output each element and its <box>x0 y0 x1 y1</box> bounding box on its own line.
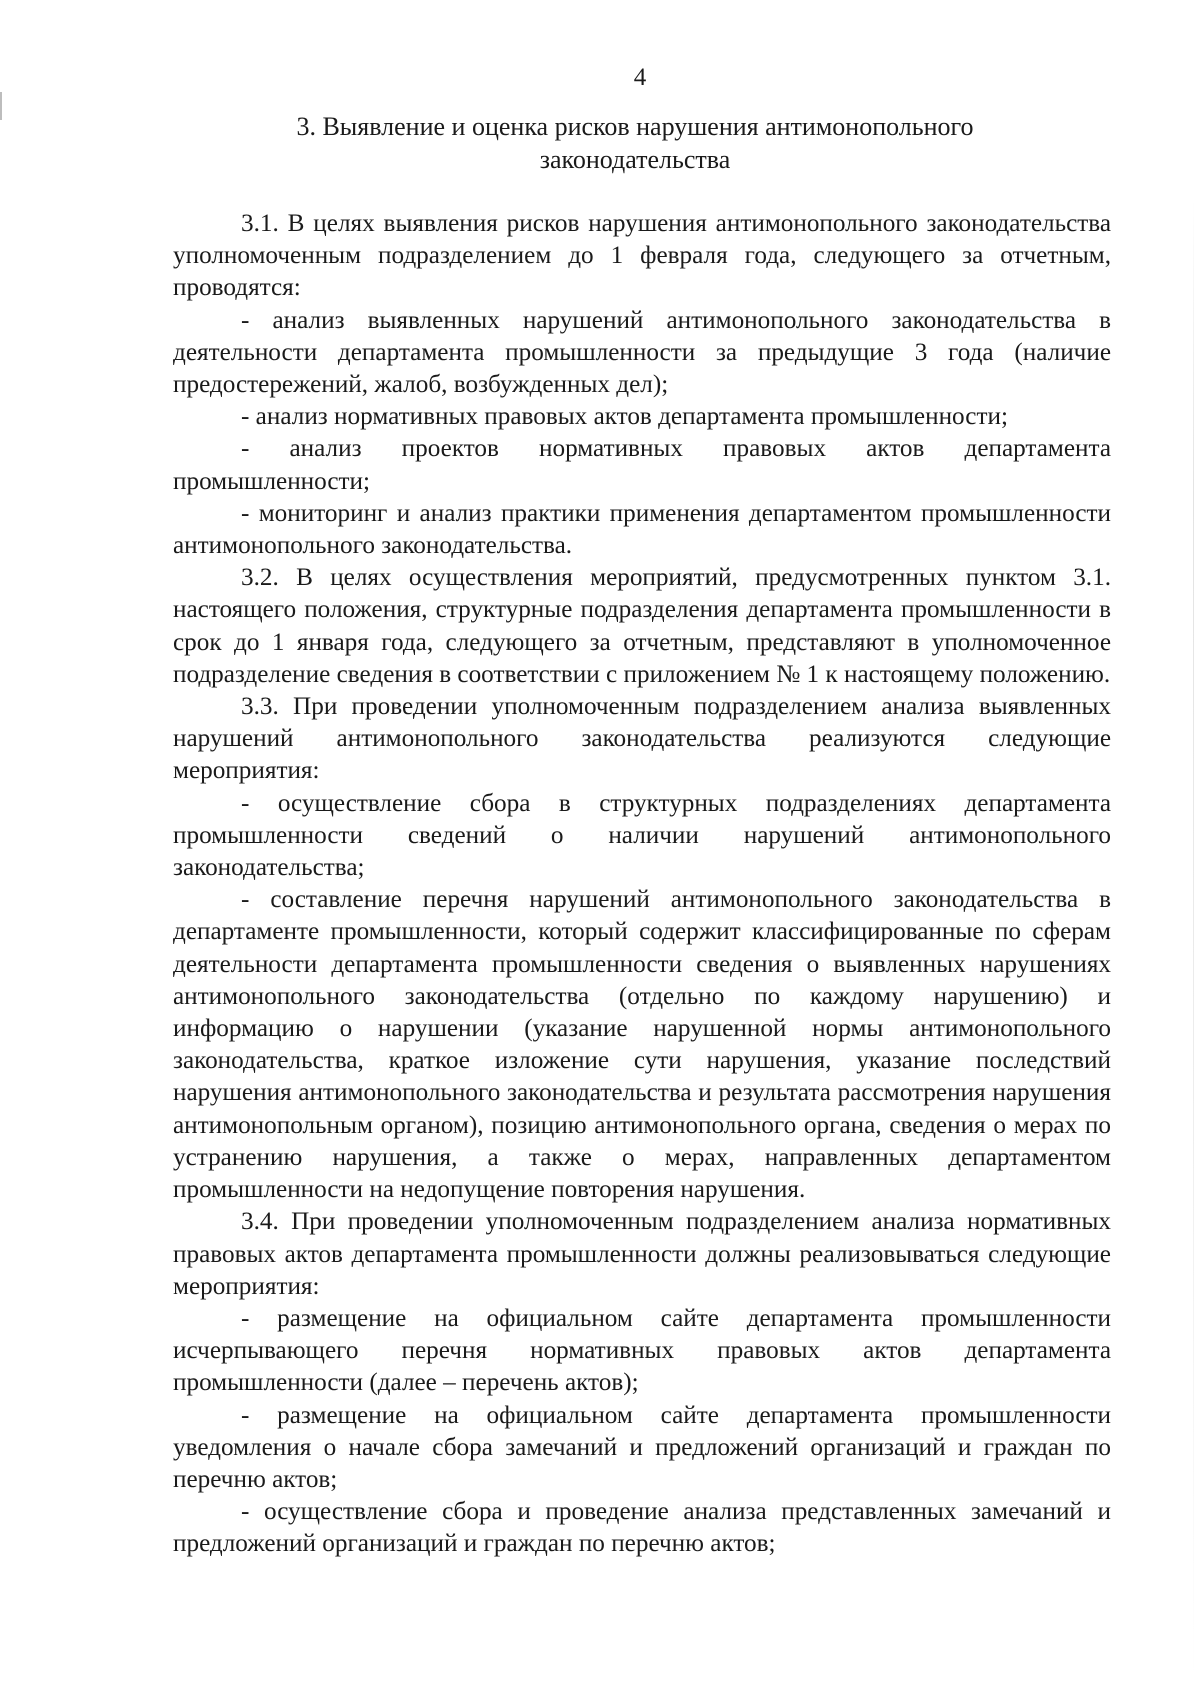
list-item-monitoring: - мониторинг и анализ практики применения департаментом промышленности антимонопольного законодательства. <box>173 499 1111 560</box>
paragraph-3-2: 3.2. В целях осуществления мероприятий, предусмотренных пунктом 3.1. настоящего положения, структурные подразделения департамента промышленности в срок до 1 января года, следующего за отчетным, представляют в уполномоченное подразделение сведения в соответствии с приложением № 1 к настоящему положению. <box>173 564 1111 688</box>
section-title <box>240 110 1030 176</box>
list-item-violations-list: - составление перечня нарушений антимонопольного законодательства в департаменте промышленности, который содержит классифицированные по сферам деятельности департамента промышленности сведения о выявленных нарушениях антимонопольного законодательства (отдельно по каждому нарушению) и информацию о нарушении (указание нарушенной нормы антимонопольного законодательства, краткое изложение сути нарушения, указание последствий нарушения антимонопольного законодательства и результата рассмотрения нарушения антимонопольным органом), позицию антимонопольного органа, сведения о мерах по устранению нарушения, а также о мерах, направленных департаментом промышленности на недопущение повторения нарушения. <box>173 886 1111 1204</box>
scan-edge-mark <box>0 92 2 120</box>
list-item-publish-notice: - размещение на официальном сайте департамента промышленности уведомления о начале сбора замечаний и предложений организаций и граждан по перечню актов; <box>173 1401 1111 1493</box>
scan-right-edge <box>1193 200 1194 1680</box>
list-item-collect-comments: - осуществление сбора и проведение анализа представленных замечаний и предложений организаций и граждан по перечню актов; <box>173 1498 1111 1558</box>
section-title-line-2: законодательства <box>539 145 731 174</box>
list-item-analysis-violations: - анализ выявленных нарушений антимонопольного законодательства в деятельности департамента промышленности за предыдущие 3 года (наличие предостережений, жалоб, возбужденных дел); <box>173 306 1111 399</box>
section-title-line-1: 3. Выявление и оценка рисков нарушения антимонопольного <box>296 112 974 141</box>
paragraph-3-1: 3.1. В целях выявления рисков нарушения антимонопольного законодательства уполномоченным подразделением до 1 февраля года, следующего за отчетным, проводятся: <box>173 210 1111 302</box>
paragraph-3-4: 3.4. При проведении уполномоченным подразделением анализа нормативных правовых актов департамента промышленности должны реализовываться следующие мероприятия: <box>173 1208 1111 1300</box>
list-item-collection: - осуществление сбора в структурных подразделениях департамента промышленности сведений о наличии нарушений антимонопольного законодательства; <box>173 789 1111 882</box>
document-body <box>173 208 1111 1561</box>
list-item-analysis-drafts: - анализ проектов нормативных правовых актов департамента промышленности; <box>173 435 1111 495</box>
paragraph-3-3: 3.3. При проведении уполномоченным подразделением анализа выявленных нарушений антимонопольного законодательства реализуются следующие мероприятия: <box>173 693 1111 785</box>
page-number: 4 <box>633 64 647 91</box>
list-item-publish-acts: - размещение на официальном сайте департамента промышленности исчерпывающего перечня нормативных правовых актов департамента промышленности (далее – перечень актов); <box>173 1304 1111 1397</box>
list-item-analysis-acts: - анализ нормативных правовых актов департамента промышленности; <box>241 403 1008 431</box>
